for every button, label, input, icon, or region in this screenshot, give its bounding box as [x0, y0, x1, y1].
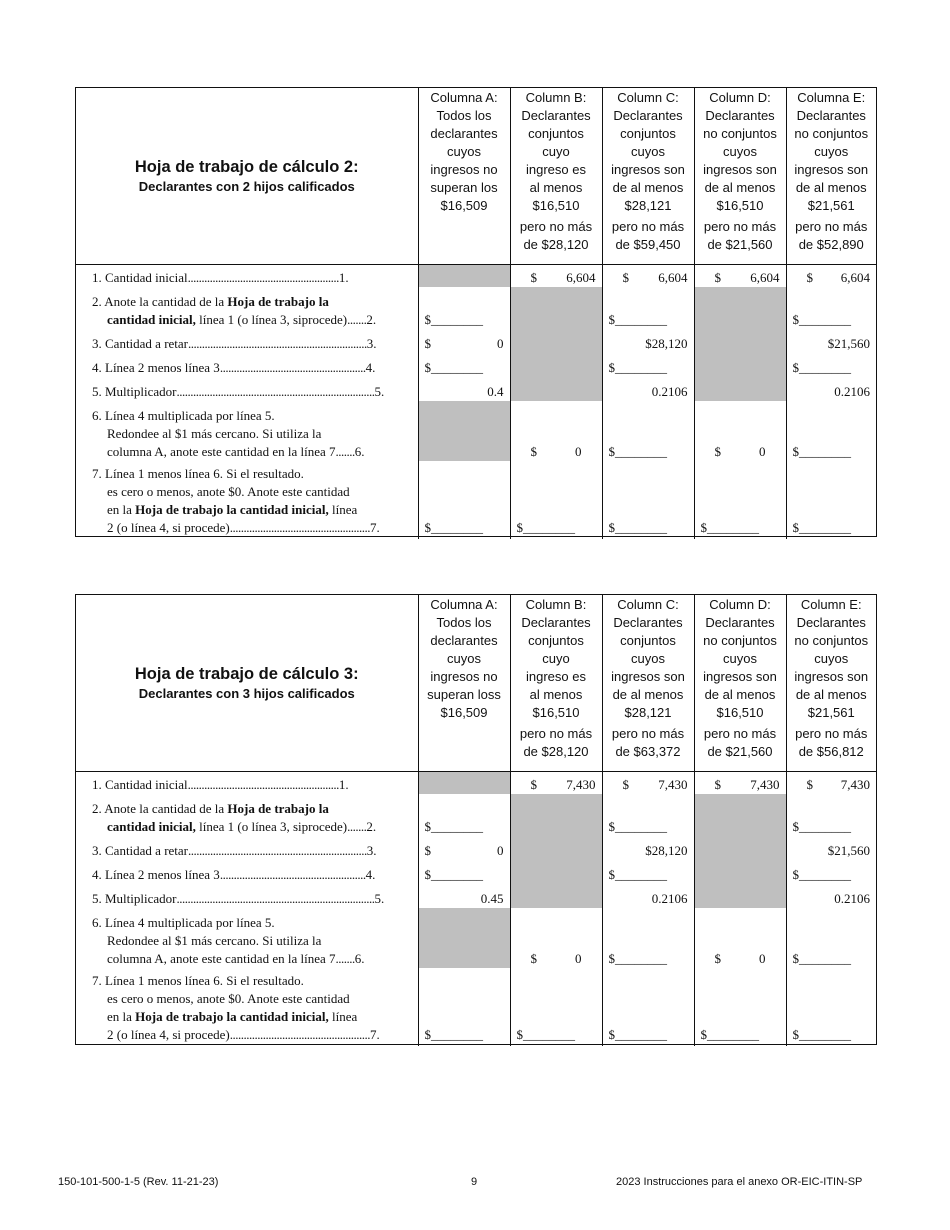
line-3-col-d: [694, 329, 786, 353]
line-7-col-a-field[interactable]: $________: [418, 968, 510, 1046]
line-2-col-e-field[interactable]: $________: [786, 794, 876, 836]
worksheet-table: [76, 595, 876, 1046]
line-4-col-c-field[interactable]: $________: [602, 860, 694, 884]
line-2-col-d: [694, 287, 786, 329]
worksheet-title-cell: [76, 88, 418, 264]
page-number: 9: [471, 1176, 478, 1188]
column-d-header: Column D: Declarantes no conjuntos cuyos ingresos son de al menos $16,510 pero no más de $21,560: [694, 595, 786, 771]
worksheet-subtitle: Declarantes con 2 hijos calificados: [138, 179, 355, 195]
line-5-col-e: 0.2106: [786, 884, 876, 908]
line-6-row: [76, 908, 876, 968]
line-5-row: [76, 377, 876, 401]
line-2-col-b: [510, 794, 602, 836]
line-3-col-d: [694, 836, 786, 860]
line-1-row: [76, 264, 876, 287]
line-7-col-e-field[interactable]: $________: [786, 461, 876, 539]
line-1-col-c: $ 6,604: [602, 264, 694, 287]
line-2-col-d: [694, 794, 786, 836]
line-4-col-a-field[interactable]: $________: [418, 860, 510, 884]
line-3-label: 3. Cantidad a retar.................................................................3.: [92, 336, 377, 351]
line-3-col-e: $21,560: [786, 836, 876, 860]
column-d-header: Column D: Declarantes no conjuntos cuyos ingresos son de al menos $16,510 pero no más de $21,560: [694, 88, 786, 264]
line-1-col-a: [418, 771, 510, 794]
column-e-header: Columna E: Declarantes no conjuntos cuyos ingresos son de al menos $21,561 pero no más de $52,890: [786, 88, 876, 264]
column-c-header: Column C: Declarantes conjuntos cuyos ingresos son de al menos $28,121 pero no más de $63,372: [602, 595, 694, 771]
column-b-header: Column B: Declarantes conjuntos cuyo ingreso es al menos $16,510 pero no más de $28,120: [510, 595, 602, 771]
line-7-col-c-field[interactable]: $________: [602, 461, 694, 539]
line-5-col-a: 0.45: [418, 884, 510, 908]
line-7-col-a-field[interactable]: $________: [418, 461, 510, 539]
line-2-col-c-field[interactable]: $________: [602, 794, 694, 836]
line-2-col-b: [510, 287, 602, 329]
line-3-col-c: $28,120: [602, 836, 694, 860]
line-4-col-e-field[interactable]: $________: [786, 860, 876, 884]
worksheet-3: [75, 594, 877, 1045]
worksheet-title: Hoja de trabajo de cálculo 3:: [134, 665, 359, 684]
line-1-col-b: $ 6,604: [510, 264, 602, 287]
line-2-row: [76, 287, 876, 329]
line-5-label: 5. Multiplicador........................................................................5.: [92, 891, 385, 906]
line-5-row: [76, 884, 876, 908]
worksheet-title: Hoja de trabajo de cálculo 2:: [134, 158, 359, 177]
form-id: 150-101-500-1-5 (Rev. 11-21-23): [58, 1176, 219, 1188]
line-1-col-d: $ 6,604: [694, 264, 786, 287]
line-2-col-c-field[interactable]: $________: [602, 287, 694, 329]
line-6-col-e-field[interactable]: $________: [786, 908, 876, 968]
line-2-col-a-field[interactable]: $________: [418, 794, 510, 836]
line-3-col-a: $ 0: [418, 329, 510, 353]
line-1-col-a: [418, 264, 510, 287]
line-4-col-b: [510, 860, 602, 884]
line-2-row: [76, 794, 876, 836]
line-7-col-d-field[interactable]: $________: [694, 968, 786, 1046]
line-2-label: 2. Anote la cantidad de la Hoja de trabajo la cantidad inicial, línea 1 (o línea 3, siprocede).......2.: [92, 801, 377, 834]
line-4-row: [76, 860, 876, 884]
worksheet-subtitle: Declarantes con 3 hijos calificados: [138, 686, 355, 702]
line-6-col-c-field[interactable]: $________: [602, 401, 694, 461]
line-2-label: 2. Anote la cantidad de la Hoja de trabajo la cantidad inicial, línea 1 (o línea 3, siprocede).......2.: [92, 294, 377, 327]
column-e-header: Column E: Declarantes no conjuntos cuyos ingresos son de al menos $21,561 pero no más de $56,812: [786, 595, 876, 771]
line-3-row: [76, 329, 876, 353]
line-4-col-d: [694, 860, 786, 884]
line-6-label: 6. Línea 4 multiplicada por línea 5. Redondee al $1 más cercano. Si utiliza la columna A, anote este cantidad en la línea 7.......6.: [92, 915, 365, 966]
line-5-col-d: [694, 377, 786, 401]
worksheet-2: [75, 87, 877, 537]
line-4-col-e-field[interactable]: $________: [786, 353, 876, 377]
line-7-col-b-field[interactable]: $________: [510, 461, 602, 539]
line-4-label: 4. Línea 2 menos línea 3.....................................................4.: [92, 360, 376, 375]
line-3-col-c: $28,120: [602, 329, 694, 353]
line-1-row: [76, 771, 876, 794]
line-1-col-b: $ 7,430: [510, 771, 602, 794]
line-6-row: [76, 401, 876, 461]
line-6-col-b: $ 0: [510, 908, 602, 968]
worksheet-title-cell: [76, 595, 418, 771]
line-1-col-e: $ 7,430: [786, 771, 876, 794]
line-7-col-c-field[interactable]: $________: [602, 968, 694, 1046]
line-7-label: 7. Línea 1 menos línea 6. Si el resultado. es cero o menos, anote $0. Anote este cantidad en la Hoja de trabajo la cantidad inicial, línea 2 (o línea 4, si procede)...................................................7.: [92, 973, 380, 1042]
line-4-col-b: [510, 353, 602, 377]
worksheet-table: [76, 88, 876, 539]
line-3-col-e: $21,560: [786, 329, 876, 353]
line-6-col-e-field[interactable]: $________: [786, 401, 876, 461]
line-2-col-e-field[interactable]: $________: [786, 287, 876, 329]
line-6-col-d: $ 0: [694, 401, 786, 461]
line-7-col-b-field[interactable]: $________: [510, 968, 602, 1046]
line-4-col-d: [694, 353, 786, 377]
column-a-header: Columna A: Todos los declarantes cuyos ingresos no superan los $16,509: [418, 88, 510, 264]
column-c-header: Column C: Declarantes conjuntos cuyos ingresos son de al menos $28,121 pero no más de $59,450: [602, 88, 694, 264]
line-4-label: 4. Línea 2 menos línea 3.....................................................4.: [92, 867, 376, 882]
line-4-row: [76, 353, 876, 377]
line-5-col-b: [510, 884, 602, 908]
line-3-row: [76, 836, 876, 860]
column-b-header: Column B: Declarantes conjuntos cuyo ingreso es al menos $16,510 pero no más de $28,120: [510, 88, 602, 264]
line-1-col-e: $ 6,604: [786, 264, 876, 287]
line-3-col-a: $ 0: [418, 836, 510, 860]
line-5-col-c: 0.2106: [602, 884, 694, 908]
line-2-col-a-field[interactable]: $________: [418, 287, 510, 329]
line-1-col-c: $ 7,430: [602, 771, 694, 794]
line-4-col-c-field[interactable]: $________: [602, 353, 694, 377]
document-title: 2023 Instrucciones para el anexo OR-EIC-ITIN-SP: [616, 1176, 863, 1188]
line-7-col-e-field[interactable]: $________: [786, 968, 876, 1046]
line-5-col-d: [694, 884, 786, 908]
line-5-col-b: [510, 377, 602, 401]
line-6-label: 6. Línea 4 multiplicada por línea 5. Redondee al $1 más cercano. Si utiliza la columna A, anote este cantidad en la línea 7.......6.: [92, 408, 365, 459]
line-6-col-c-field[interactable]: $________: [602, 908, 694, 968]
line-7-label: 7. Línea 1 menos línea 6. Si el resultado. es cero o menos, anote $0. Anote este cantidad en la Hoja de trabajo la cantidad inicial, línea 2 (o línea 4, si procede)...................................................7.: [92, 466, 380, 535]
line-6-col-a: [418, 908, 510, 968]
line-3-label: 3. Cantidad a retar.................................................................3.: [92, 843, 377, 858]
line-3-col-b: [510, 329, 602, 353]
line-1-col-d: $ 7,430: [694, 771, 786, 794]
line-6-col-b: $ 0: [510, 401, 602, 461]
column-a-header: Columna A: Todos los declarantes cuyos ingresos no superan loss $16,509: [418, 595, 510, 771]
line-4-col-a-field[interactable]: $________: [418, 353, 510, 377]
line-1-label: 1. Cantidad inicial.......................................................1.: [92, 777, 349, 792]
line-5-label: 5. Multiplicador........................................................................5.: [92, 384, 385, 399]
line-6-col-a: [418, 401, 510, 461]
line-5-col-c: 0.2106: [602, 377, 694, 401]
line-6-col-d: $ 0: [694, 908, 786, 968]
line-7-col-d-field[interactable]: $________: [694, 461, 786, 539]
line-1-label: 1. Cantidad inicial.......................................................1.: [92, 270, 349, 285]
line-7-row: [76, 461, 876, 539]
line-3-col-b: [510, 836, 602, 860]
line-5-col-a: 0.4: [418, 377, 510, 401]
line-5-col-e: 0.2106: [786, 377, 876, 401]
line-7-row: [76, 968, 876, 1046]
